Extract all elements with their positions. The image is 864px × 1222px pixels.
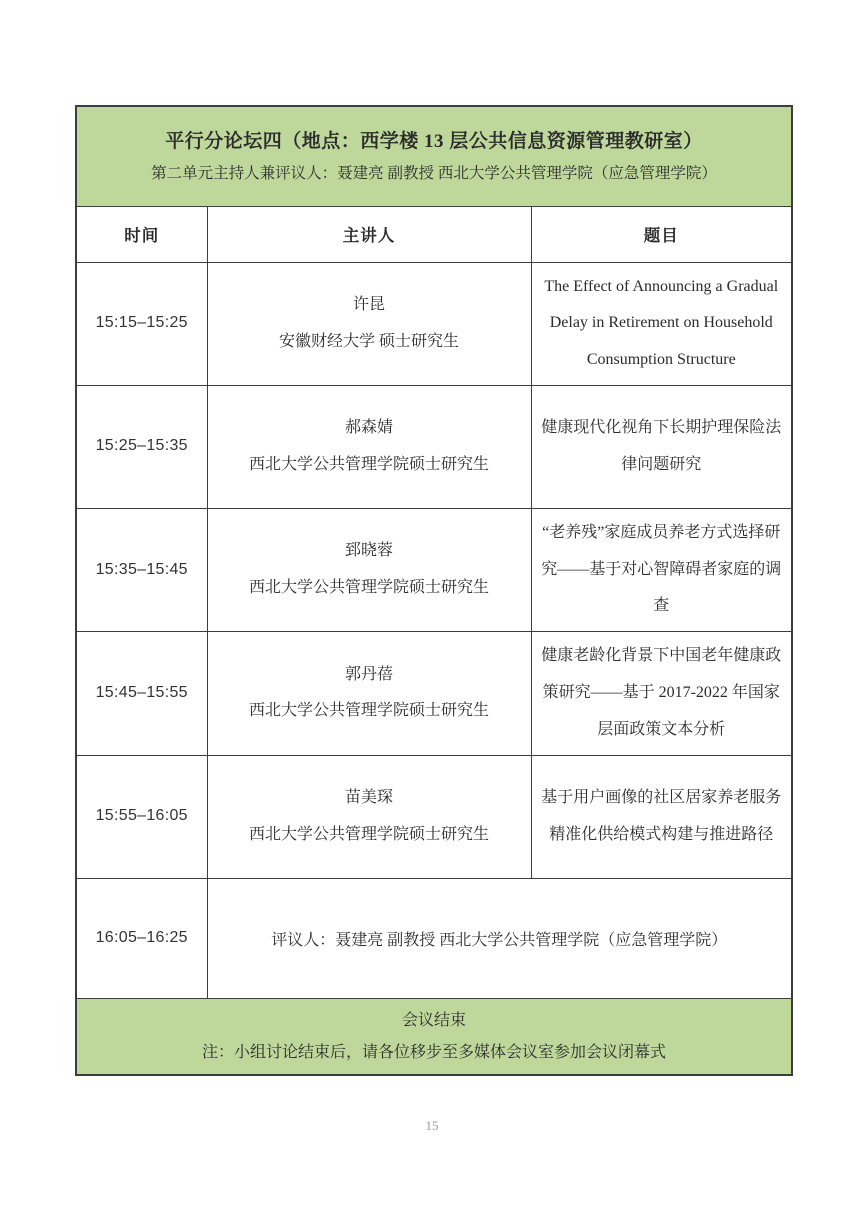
forum-schedule-table	[75, 105, 793, 1076]
topic-cell: The Effect of Announcing a Gradual Delay in Retirement on Household Consumption Structure	[531, 262, 792, 385]
topic-cell: 基于用户画像的社区居家养老服务精准化供给模式构建与推进路径	[531, 755, 792, 878]
speaker-name: 许昆	[352, 295, 385, 313]
speaker-cell	[207, 262, 531, 385]
closing-note	[76, 998, 792, 1075]
table-row	[76, 385, 792, 508]
speaker-name: 郅晓蓉	[344, 542, 393, 560]
column-header-speaker: 主讲人	[207, 206, 531, 262]
topic-cell: 健康现代化视角下长期护理保险法律问题研究	[531, 385, 792, 508]
discussant-text: 评议人：聂建亮 副教授 西北大学公共管理学院（应急管理学院）	[207, 878, 792, 998]
column-header-topic: 题目	[531, 206, 792, 262]
topic-cell: “老养残”家庭成员养老方式选择研究——基于对心智障碍者家庭的调查	[531, 508, 792, 631]
closing-remark: 注：小组讨论结束后，请各位移步至多媒体会议室参加会议闭幕式	[202, 1044, 667, 1062]
speaker-affiliation: 西北大学公共管理学院硕士研究生	[248, 455, 489, 473]
speaker-cell	[207, 508, 531, 631]
speaker-name: 郭丹蓓	[344, 665, 393, 683]
footer-row	[76, 998, 792, 1075]
table-row	[76, 632, 792, 755]
page-number: 15	[425, 1118, 439, 1133]
forum-header	[76, 106, 792, 206]
speaker-cell	[207, 385, 531, 508]
column-header-row	[76, 206, 792, 262]
forum-header-row	[76, 106, 792, 206]
time-slot: 15:45–15:55	[76, 632, 207, 755]
time-slot: 16:05–16:25	[76, 878, 207, 998]
time-slot: 15:15–15:25	[76, 262, 207, 385]
time-slot: 15:25–15:35	[76, 385, 207, 508]
table-row	[76, 755, 792, 878]
table-row	[76, 262, 792, 385]
speaker-affiliation: 西北大学公共管理学院硕士研究生	[248, 702, 489, 720]
speaker-affiliation: 西北大学公共管理学院硕士研究生	[248, 825, 489, 843]
speaker-name: 郝森婧	[344, 419, 393, 437]
column-header-time: 时间	[76, 206, 207, 262]
topic-cell: 健康老龄化背景下中国老年健康政策研究——基于 2017-2022 年国家层面政策文本分析	[531, 632, 792, 755]
time-slot: 15:55–16:05	[76, 755, 207, 878]
time-slot: 15:35–15:45	[76, 508, 207, 631]
speaker-cell	[207, 632, 531, 755]
table-row-discussant	[76, 878, 792, 998]
speaker-cell	[207, 755, 531, 878]
forum-subtitle: 第二单元主持人兼评议人：聂建亮 副教授 西北大学公共管理学院（应急管理学院）	[151, 165, 717, 183]
table-row	[76, 508, 792, 631]
speaker-affiliation: 安徽财经大学 硕士研究生	[278, 332, 459, 350]
speaker-affiliation: 西北大学公共管理学院硕士研究生	[248, 579, 489, 597]
speaker-name: 苗美琛	[344, 788, 393, 806]
closing-title: 会议结束	[402, 1011, 467, 1029]
forum-title: 平行分论坛四（地点：西学楼 13 层公共信息资源管理教研室）	[165, 131, 703, 153]
